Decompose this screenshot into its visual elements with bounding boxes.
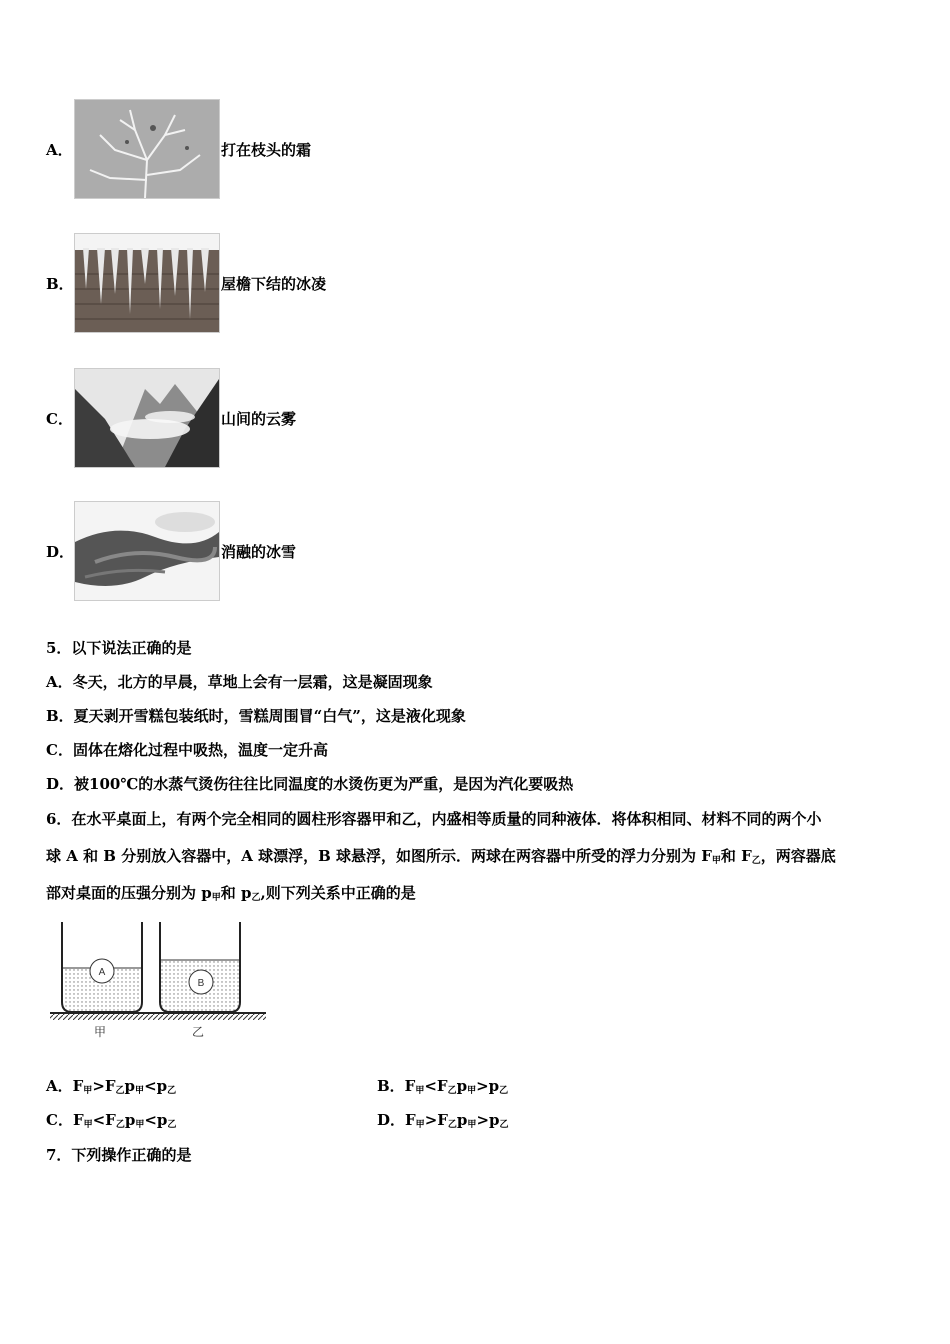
answer-subscript: 甲 [83,1120,93,1130]
answer-subscript: 甲 [135,1120,145,1130]
answer-subscript: 乙 [447,1086,457,1096]
q5-option-c: C．固体在熔化过程中吸热，温度一定升高 [46,741,328,759]
option-caption: 打在枝头的霜 [221,140,312,159]
answer-subscript: 甲 [83,1086,93,1096]
q4-option-c [46,368,296,468]
answer-text: A．F [46,1077,84,1095]
option-letter: A． [46,140,73,159]
answer-text: <F [424,1077,448,1095]
answer-text: <p [144,1111,168,1129]
q6-subscript: 乙 [251,893,261,903]
answer-text: B．F [377,1077,416,1095]
answer-subscript: 甲 [415,1120,425,1130]
answer-text: p [124,1077,136,1095]
q5-option-b: B．夏天剥开雪糕包装纸时，雪糕周围冒“白气”，这是液化现象 [46,707,466,725]
option-letter: D． [46,542,75,561]
answer-subscript: 乙 [115,1120,125,1130]
q6-answer-d [377,1109,509,1130]
option-letter: C． [46,409,73,428]
option-letter: B． [46,274,74,293]
answer-text: <p [144,1077,168,1095]
q6-subscript: 乙 [751,856,761,866]
frost-branch-image [74,99,220,199]
q6-text: 球 A 和 B 分别放入容器中，A 球漂浮，B 球悬浮，如图所示．两球在两容器中所受的浮力分别为 F [46,847,712,865]
icicles-image [74,233,220,333]
container-left-label: 甲 [93,1025,107,1039]
q6-text: 和 p [220,884,252,902]
q4-option-d [46,501,296,601]
q6-stem-line2 [46,845,836,866]
q6-stem-line1: 6．在水平桌面上，有两个完全相同的圆柱形容器甲和乙，内盛相等质量的同种液体．将体积相同、材料不同的两个小 [46,810,822,828]
mountain-mist-image [74,368,220,468]
answer-text: >F [424,1111,448,1129]
option-caption: 山间的云雾 [221,409,297,428]
q6-text: 和 F [720,847,752,865]
ball-a-label: A [98,967,106,978]
q6-subscript: 甲 [711,856,721,866]
answer-subscript: 乙 [167,1086,177,1096]
option-caption: 屋檐下结的冰凌 [221,274,327,293]
option-caption: 消融的冰雪 [221,542,297,561]
answer-text: >p [476,1111,500,1129]
q6-answer-b [377,1075,508,1096]
answer-text: C．F [46,1111,84,1129]
q5-option-d: D．被100℃的水蒸气烫伤往往比同温度的水烫伤更为严重，是因为汽化要吸热 [46,775,574,793]
q6-subscript: 甲 [211,893,221,903]
answer-text: >F [92,1077,116,1095]
answer-text: D．F [377,1111,416,1129]
answer-text: p [124,1111,136,1129]
answer-text: <F [92,1111,116,1129]
answer-subscript: 乙 [167,1120,177,1130]
answer-subscript: 乙 [499,1120,509,1130]
q6-text: 部对桌面的压强分别为 p [46,884,212,902]
q6-text: ,则下列关系中正确的是 [260,884,416,902]
answer-subscript: 乙 [499,1086,509,1096]
melting-snow-image [74,501,220,601]
answer-subscript: 甲 [467,1120,477,1130]
q6-text: ，两容器底 [760,847,836,865]
containers-figure [48,920,270,1046]
answer-subscript: 甲 [415,1086,425,1096]
q6-answer-c [46,1109,176,1130]
q6-stem-line3 [46,882,416,903]
answer-subscript: 乙 [447,1120,457,1130]
q6-answer-a [46,1075,176,1096]
container-right-label: 乙 [191,1025,205,1039]
answer-text: p [456,1077,468,1095]
q4-option-b [46,233,326,333]
q7-stem: 7．下列操作正确的是 [46,1146,192,1164]
answer-subscript: 乙 [115,1086,125,1096]
answer-text: p [456,1111,468,1129]
ball-b-label: B [197,978,205,989]
answer-subscript: 甲 [135,1086,145,1096]
q5-option-a: A．冬天，北方的早晨，草地上会有一层霜，这是凝固现象 [46,673,433,691]
answer-subscript: 甲 [467,1086,477,1096]
answer-text: >p [476,1077,500,1095]
q5-stem: 5．以下说法正确的是 [46,639,192,657]
q4-option-a [46,99,311,199]
